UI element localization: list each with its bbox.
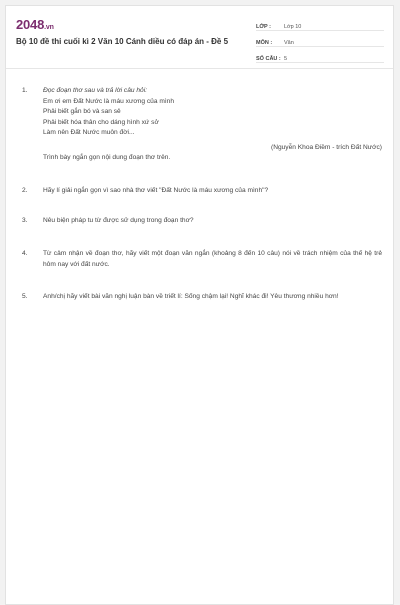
poem-line: Làm nên Đất Nước muôn đời... <box>43 129 135 136</box>
question-body <box>43 86 382 164</box>
question-task: Trình bày ngắn gọn nội dung đoạn thơ trên. <box>43 154 171 161</box>
meta-row-subject <box>256 34 384 47</box>
question-text: Hãy lí giải ngắn gọn vì sao nhà thơ viết "Đất Nước là máu xương của mình"? <box>43 187 269 194</box>
poem-line: Phải biết hóa thân cho dáng hình xứ sở <box>43 118 159 126</box>
question-text: Từ cảm nhận về đoạn thơ, hãy viết một đoạn văn ngắn (khoảng 8 đến 10 câu) nói về trách nhiệm của thế hệ trẻ hôm nay với đất nước. <box>43 250 382 268</box>
site-logo[interactable] <box>16 17 54 32</box>
question-number: 5. <box>22 293 28 300</box>
exam-sheet <box>5 5 394 605</box>
question-number: 3. <box>22 217 28 224</box>
class-value: Lớp 10 <box>284 24 302 30</box>
question-number: 2. <box>22 187 28 194</box>
poem-line: Phải biết gắn bó và san sẻ <box>43 108 121 115</box>
question-text: Anh/chị hãy viết bài văn nghị luận bàn về triết lí: Sống chậm lại! Nghĩ khác đi! Yêu thương nhiều hơn! <box>43 293 339 300</box>
meta-row-count <box>256 50 384 63</box>
question-text: Nêu biện pháp tu từ được sử dụng trong đoạn thơ? <box>43 217 194 224</box>
question-count-value: 5 <box>284 56 288 62</box>
question-number: 1. <box>22 87 28 94</box>
question-count-label: SỐ CÂU : <box>256 56 281 62</box>
subject-value: Văn <box>284 40 294 46</box>
logo-text: 2048 <box>16 17 45 32</box>
exam-title: Bộ 10 đề thi cuối kì 2 Văn 10 Cánh diều có đáp án - Đề 5 <box>16 37 229 46</box>
exam-header <box>6 6 393 69</box>
class-label: LỚP : <box>256 24 271 30</box>
poem-source: (Nguyễn Khoa Điềm - trích Đất Nước) <box>271 143 382 151</box>
question-instruction: Đọc đoạn thơ sau và trả lời câu hỏi: <box>43 87 148 94</box>
meta-row-class <box>256 18 384 31</box>
logo-domain: .vn <box>44 24 54 31</box>
subject-label: MÔN : <box>256 40 273 46</box>
exam-meta <box>256 18 384 66</box>
poem-line: Em ơi em Đất Nước là máu xương của mình <box>43 97 175 105</box>
question-number: 4. <box>22 250 28 257</box>
